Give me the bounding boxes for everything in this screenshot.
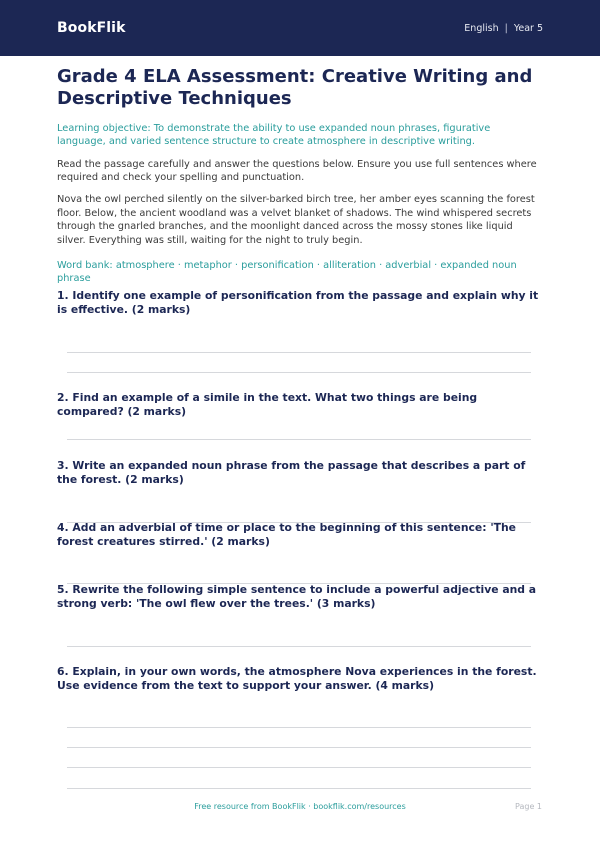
page-number: Page 1 [515,802,542,811]
brand-logo[interactable]: BookFlik [57,20,126,36]
question-6: 6. Explain, in your own words, the atmosphere Nova experiences in the forest. Use evidence from the text to support your answer. (4 marks) [57,665,537,692]
year-label: Year 5 [513,22,543,34]
answer-line[interactable] [67,372,531,373]
answer-line[interactable] [67,747,531,748]
header-meta [464,23,543,34]
instructions: Read the passage carefully and answer the questions below. Ensure you use full sentences where required and check your spelling and punctuation. [57,159,537,183]
question-5: 5. Rewrite the following simple sentence to include a powerful adjective and a strong verb: 'The owl flew over the trees.' (3 marks) [57,583,537,610]
page-title: Grade 4 ELA Assessment: Creative Writing and Descriptive Techniques [57,66,533,109]
answer-line[interactable] [67,439,531,440]
subject-label: English [464,22,499,34]
learning-objective: Learning objective: To demonstrate the ability to use expanded noun phrases, figurative language, and varied sentence structure to create atmosphere in descriptive writing. [57,123,491,147]
answer-line[interactable] [67,788,531,789]
question-2: 2. Find an example of a simile in the text. What two things are being compared? (2 marks) [57,391,478,418]
answer-line[interactable] [67,646,531,647]
question-4: 4. Add an adverbial of time or place to the beginning of this sentence: 'The forest creatures stirred.' (2 marks) [57,521,517,548]
question-1: 1. Identify one example of personification from the passage and explain why it is effective. (2 marks) [57,289,539,316]
meta-separator: | [504,22,508,34]
reading-passage: Nova the owl perched silently on the silver-barked birch tree, her amber eyes scanning the forest floor. Below, the ancient woodland was a velvet blanket of shadows. The wind whispered secrets through the gnarled branches, and the moonlight danced across the mossy stones like liquid silver. Everything was still, waiting for the night to truly begin. [57,194,535,246]
header-bar [0,0,600,56]
question-3: 3. Write an expanded noun phrase from the passage that describes a part of the forest. (2 marks) [57,459,526,486]
answer-line[interactable] [67,352,531,353]
word-bank: Word bank: atmosphere · metaphor · personification · alliteration · adverbial · expanded noun phrase [57,260,517,284]
footer-text[interactable]: Free resource from BookFlik · bookflik.com/resources [194,802,406,811]
answer-line[interactable] [67,727,531,728]
answer-line[interactable] [67,767,531,768]
